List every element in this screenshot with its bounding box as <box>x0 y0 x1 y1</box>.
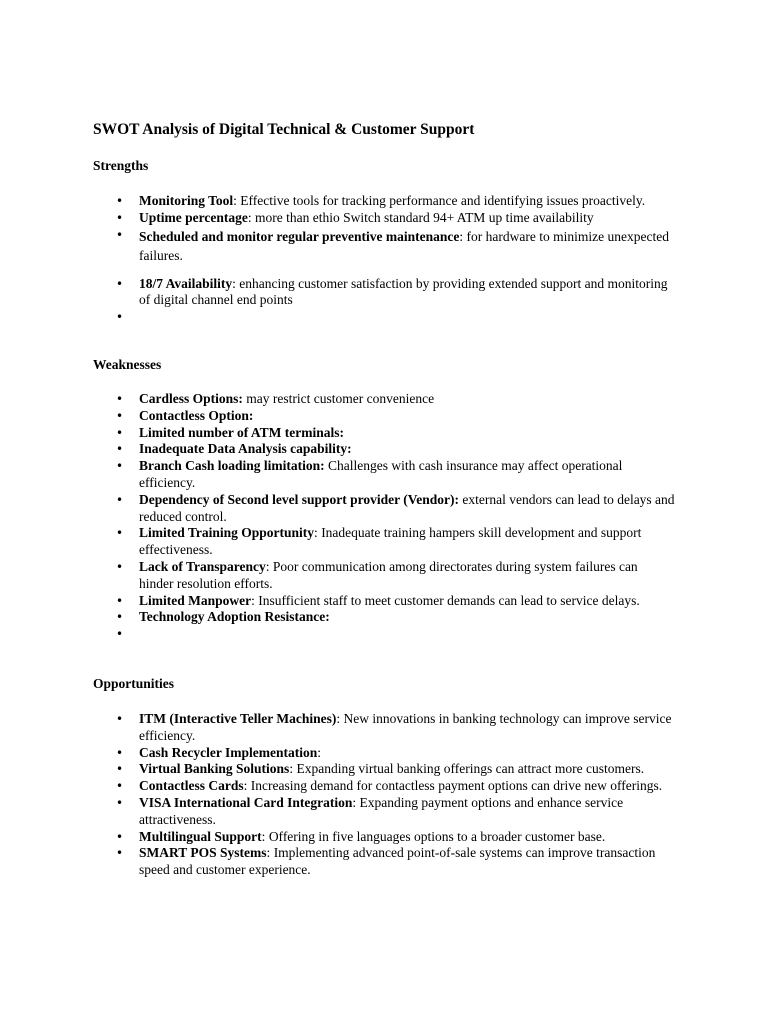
item-term: Monitoring Tool <box>139 193 234 208</box>
list-item <box>0 525 675 559</box>
item-term: 18/7 Availability <box>139 275 233 291</box>
item-text: enhancing customer satisfaction by providing extended support and monitoring of digital channel end points <box>139 275 668 308</box>
list-item <box>0 795 675 829</box>
weaknesses-heading: Weaknesses <box>93 357 162 372</box>
item-term: Contactless Cards <box>139 778 244 794</box>
item-text: Offering in five languages options to a broader customer base. <box>265 828 606 844</box>
item-term: ITM (Interactive Teller Machines) <box>139 711 337 726</box>
item-term: Contactless Option: <box>139 407 254 423</box>
item-term: Inadequate Data Analysis capability: <box>139 441 352 457</box>
list-item <box>0 408 675 425</box>
list-item <box>0 761 675 778</box>
list-item <box>0 210 675 227</box>
list-item <box>0 391 675 408</box>
item-term: Technology Adoption Resistance: <box>139 609 330 625</box>
item-text: external vendors can lead to delays and reduced control. <box>139 491 675 524</box>
item-text: for hardware to minimize unexpected failures. <box>139 228 669 263</box>
item-text: Effective tools for tracking performance and identifying issues proactively. <box>236 193 646 208</box>
list-item <box>0 593 675 610</box>
item-term: Dependency of Second level support provider (Vendor): <box>139 491 460 507</box>
strengths-list <box>0 193 675 326</box>
item-text: Challenges with cash insurance may affect operational efficiency. <box>139 458 623 490</box>
item-text: more than ethio Switch standard 94+ ATM up time availability <box>251 209 594 225</box>
item-term: Virtual Banking Solutions <box>139 761 290 777</box>
item-text: New innovations in banking technology can improve service efficiency. <box>139 711 672 743</box>
item-term: Limited number of ATM terminals: <box>139 424 344 440</box>
strengths-heading: Strengths <box>93 158 149 173</box>
list-item <box>0 778 675 795</box>
item-sep: : <box>251 592 255 608</box>
list-item <box>0 626 675 643</box>
weaknesses-list <box>0 391 675 643</box>
item-term: Multilingual Support <box>139 828 262 844</box>
list-item <box>0 309 675 326</box>
item-term: Cash Recycler Implementation <box>139 744 318 760</box>
item-text: Insufficient staff to meet customer demands can lead to service delays. <box>254 592 640 608</box>
list-item <box>0 845 675 879</box>
item-sep: : <box>289 761 294 777</box>
list-item <box>0 745 675 762</box>
item-term: Lack of Transparency <box>139 558 266 574</box>
page-title: SWOT Analysis of Digital Technical & Customer Support <box>93 121 475 138</box>
item-sep: : <box>265 558 270 574</box>
item-term: SMART POS Systems <box>139 845 267 861</box>
item-text: may restrict customer convenience <box>242 391 435 406</box>
item-sep: : <box>243 778 248 794</box>
list-item <box>0 193 675 210</box>
opportunities-list <box>0 711 675 879</box>
item-sep: : <box>336 711 341 726</box>
item-sep: : <box>314 525 318 541</box>
item-text: Implementing advanced point-of-sale systems can improve transaction speed and customer experience. <box>139 845 656 878</box>
list-item <box>0 227 675 265</box>
list-item <box>0 829 675 846</box>
list-item <box>0 458 675 492</box>
list-item <box>0 711 675 745</box>
item-text: Increasing demand for contactless payment options can drive new offerings. <box>247 778 663 794</box>
item-text: Inadequate training hampers skill development and support effectiveness. <box>139 525 642 558</box>
item-text: Expanding payment options and enhance service attractiveness. <box>139 794 624 827</box>
item-sep: : <box>352 794 357 810</box>
item-sep: : <box>317 744 321 760</box>
item-sep: : <box>261 828 266 844</box>
item-term: Scheduled and monitor regular preventive maintenance <box>139 228 460 244</box>
item-sep: : <box>232 275 236 291</box>
item-sep: : <box>459 228 464 244</box>
item-term: Limited Training Opportunity <box>139 525 315 541</box>
opportunities-heading: Opportunities <box>93 676 175 691</box>
list-item <box>0 559 675 593</box>
list-item <box>0 609 675 626</box>
list-item <box>0 492 675 526</box>
list-item <box>0 425 675 442</box>
item-sep: : <box>233 193 237 208</box>
list-item <box>0 441 675 458</box>
item-text: Expanding virtual banking offerings can attract more customers. <box>293 761 645 777</box>
item-term: Branch Cash loading limitation: <box>139 458 325 474</box>
item-sep: : <box>247 209 252 225</box>
item-text: Poor communication among directorates during system failures can hinder resolution efforts. <box>139 558 638 591</box>
item-term: Limited Manpower <box>139 592 252 608</box>
item-sep: : <box>266 845 271 861</box>
item-term: Cardless Options: <box>139 391 243 406</box>
item-term: VISA International Card Integration <box>139 794 353 810</box>
item-term: Uptime percentage <box>139 209 248 225</box>
list-item <box>0 276 675 310</box>
